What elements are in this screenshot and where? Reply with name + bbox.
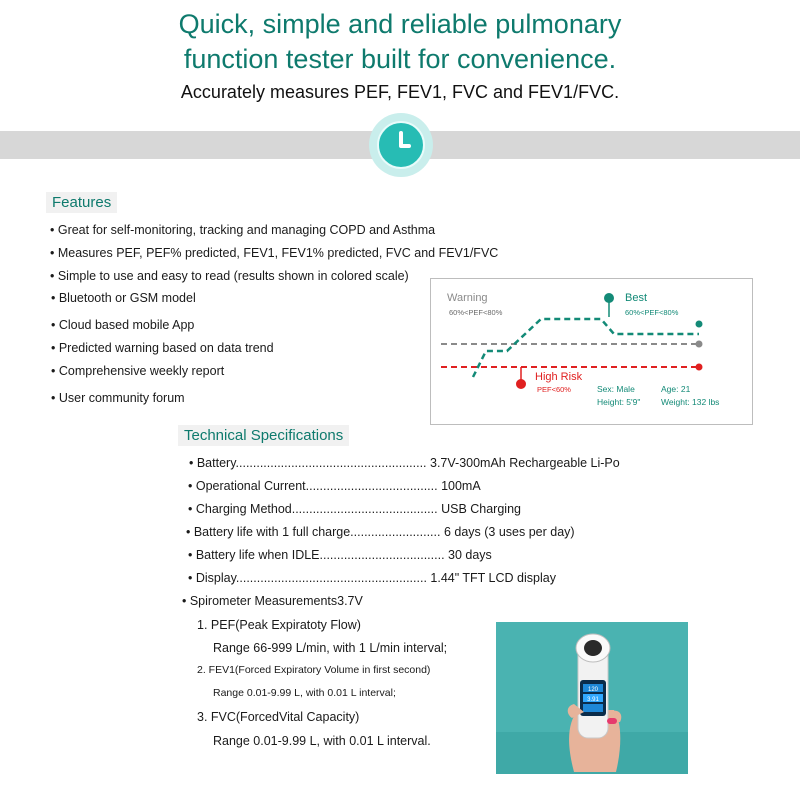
trend-chart <box>430 278 753 425</box>
feature-item: • Cloud based mobile App <box>51 318 195 332</box>
patient-sex: Sex: Male <box>597 384 635 394</box>
feature-item: • Comprehensive weekly report <box>51 364 225 378</box>
spec-item: • Battery life with 1 full charge.......................... 6 days (3 uses per day) <box>186 525 575 539</box>
spec-item: • Display....................................................... 1.44" TFT LCD display <box>188 571 556 585</box>
headline-subline: Accurately measures PEF, FEV1, FVC and FEV1/FVC. <box>180 82 620 102</box>
features-title: Features <box>46 192 117 213</box>
spec-item: • Battery life when IDLE.................................... 30 days <box>188 548 492 562</box>
trend-line <box>473 319 699 377</box>
feature-item: • Simple to use and easy to read (results shown in colored scale) <box>50 269 409 283</box>
spirometer-in-hand-illustration <box>496 622 688 774</box>
trend-end-dot <box>696 321 703 328</box>
spec-item: • Operational Current...................................... 100mA <box>188 479 481 493</box>
product-photo <box>496 622 688 774</box>
warning-range: 60%<PEF<80% <box>449 308 503 317</box>
patient-weight: Weight: 132 lbs <box>661 397 720 407</box>
measurement-name: 2. FEV1(Forced Expiratory Volume in first second) <box>197 664 431 676</box>
risk-marker-dot <box>516 379 526 389</box>
device-screen-value: 120 <box>587 687 599 693</box>
headline-line-2: function tester built for convenience. <box>183 44 617 74</box>
measurement-range: Range 66-999 L/min, with 1 L/min interval; <box>213 641 448 655</box>
measurement-range: Range 0.01-9.99 L, with 0.01 L interval. <box>213 734 431 748</box>
feature-item: • Bluetooth or GSM model <box>51 291 196 305</box>
warning-line-end-dot <box>696 341 703 348</box>
patient-age: Age: 21 <box>661 384 691 394</box>
feature-item: • Great for self-monitoring, tracking and managing COPD and Asthma <box>50 223 436 237</box>
measurement-name: 3. FVC(ForcedVital Capacity) <box>197 710 360 724</box>
spec-item: • Charging Method.......................................... USB Charging <box>188 502 521 516</box>
measurement-range: Range 0.01-9.99 L, with 0.01 L interval; <box>213 687 396 699</box>
high-risk-range: PEF<60% <box>537 385 571 394</box>
best-label: Best <box>625 292 648 304</box>
measurement-name: 1. PEF(Peak Expiratoty Flow) <box>197 618 361 632</box>
feature-item: • User community forum <box>51 391 185 405</box>
warning-label: Warning <box>447 292 488 304</box>
specs-title: Technical Specifications <box>178 425 349 446</box>
best-marker-dot <box>604 293 614 303</box>
spec-item: • Battery....................................................... 3.7V-300mAh Rechargeable Li-Po <box>189 456 620 470</box>
clock-icon <box>369 113 433 177</box>
spec-item: • Spirometer Measurements3.7V <box>182 594 363 608</box>
patient-height: Height: 5'9" <box>597 397 641 407</box>
best-range: 60%<PEF<80% <box>625 308 679 317</box>
risk-line-end-dot <box>696 364 703 371</box>
trend-chart-svg <box>431 279 752 424</box>
feature-item: • Predicted warning based on data trend <box>51 341 274 355</box>
high-risk-label: High Risk <box>535 371 583 383</box>
feature-item: • Measures PEF, PEF% predicted, FEV1, FEV1% predicted, FVC and FEV1/FVC <box>50 246 499 260</box>
headline-line-1: Quick, simple and reliable pulmonary <box>178 9 622 39</box>
device-screen-value: 3.91 <box>587 697 599 703</box>
